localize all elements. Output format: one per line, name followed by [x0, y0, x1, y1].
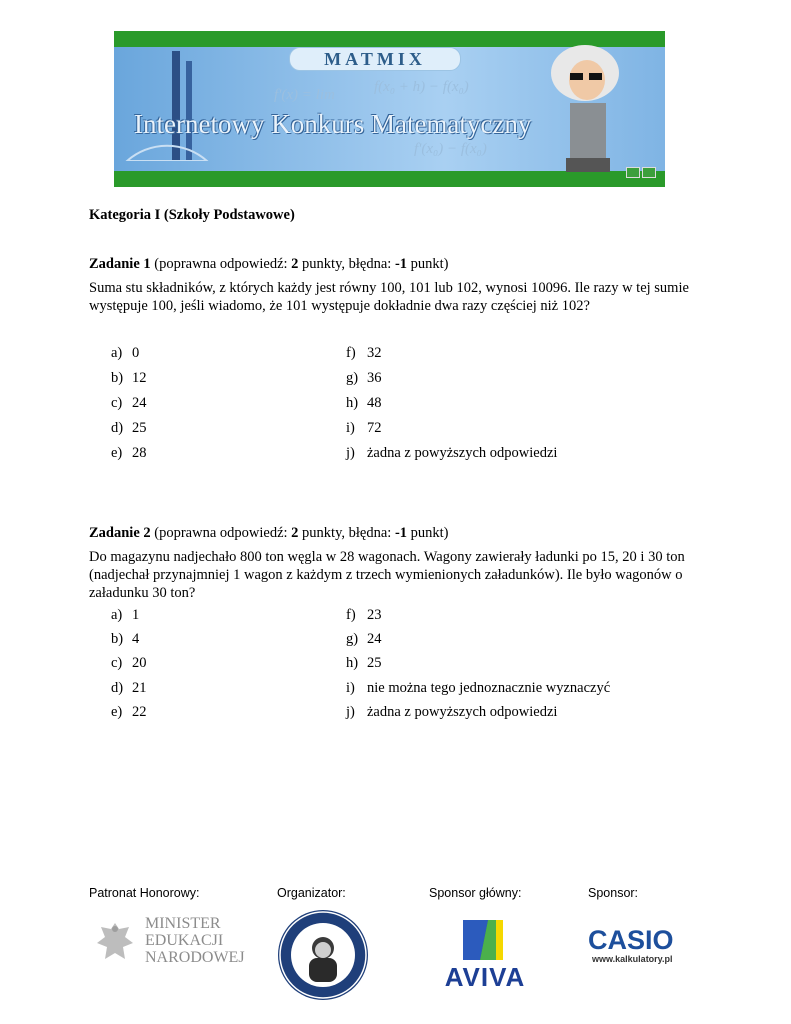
task2-option-c[interactable]: c) 20 — [111, 655, 147, 671]
task1-option-h[interactable]: h) 48 — [346, 395, 382, 411]
task2-option-b[interactable]: b) 4 — [111, 631, 140, 647]
task2-option-f[interactable]: f) 23 — [346, 607, 382, 623]
task2-label: Zadanie 2 — [89, 525, 151, 541]
task2-scoring-text: (poprawna odpowiedź: — [150, 525, 292, 541]
task1-option-b[interactable]: b) 12 — [111, 370, 147, 386]
task2-option-i[interactable]: i) nie można tego jednoznacznie wyznaczyć — [346, 680, 611, 696]
task1-question-line: Suma stu składników, z których każdy jest równy 100, 101 lub 102, wynosi 10096. Ile razy w tej sumie — [89, 280, 689, 296]
professor-mascot-graphic — [540, 35, 635, 175]
task1-option-c[interactable]: c) 24 — [111, 395, 147, 411]
task1-option-e[interactable]: e) 28 — [111, 445, 147, 461]
task1-scoring-text: punkt) — [407, 256, 449, 272]
casio-logo — [588, 926, 698, 966]
aviva-emblem-icon — [436, 918, 534, 962]
patron-label: Patronat Honorowy: — [89, 886, 200, 900]
banner-title: Internetowy Konkurs Matematyczny — [134, 109, 532, 139]
task2-option-a[interactable]: a) 1 — [111, 607, 140, 623]
casio-url: www.kalkulatory.pl — [592, 954, 673, 964]
task1-question-line: występuje 100, jeśli wiadomo, że 101 występuje dokładnie dwa razy częściej niż 102? — [89, 298, 590, 314]
task2-option-j[interactable]: j) żadna z powyższych odpowiedzi — [346, 704, 558, 720]
task2-points-correct: 2 — [291, 525, 299, 541]
task1-points-wrong: -1 — [394, 256, 408, 272]
minister-logo — [95, 915, 255, 975]
main-sponsor-label: Sponsor główny: — [429, 886, 522, 900]
task1-option-i[interactable]: i) 72 — [346, 420, 382, 436]
sponsor-label: Sponsor: — [588, 886, 639, 900]
school-seal-logo — [276, 908, 370, 1002]
task1-scoring-text: punkty, błędna: — [298, 256, 395, 272]
task1-option-j[interactable]: j) żadna z powyższych odpowiedzi — [346, 445, 558, 461]
task2-option-g[interactable]: g) 24 — [346, 631, 382, 647]
task2-points-wrong: -1 — [394, 525, 408, 541]
task2-question-line: Do magazynu nadjechało 800 ton węgla w 28 wagonach. Wagony zawierały ładunki po 15, 20 i 30 ton — [89, 549, 685, 565]
task2-header — [89, 524, 449, 542]
task1-label: Zadanie 1 — [89, 256, 151, 272]
category-heading: Kategoria I (Szkoły Podstawowe) — [89, 207, 295, 223]
task1-scoring-text: (poprawna odpowiedź: — [150, 256, 292, 272]
minister-line: MINISTER — [145, 915, 221, 932]
task2-option-d[interactable]: d) 21 — [111, 680, 147, 696]
minister-line: NARODOWEJ — [145, 949, 245, 966]
task1-option-f[interactable]: f) 32 — [346, 345, 382, 361]
task1-option-a[interactable]: a) 0 — [111, 345, 140, 361]
task2-question-line: załadunku 30 ton? — [89, 585, 196, 601]
task2-scoring-text: punkt) — [407, 525, 449, 541]
task1-option-d[interactable]: d) 25 — [111, 420, 147, 436]
eagle-emblem-icon — [95, 919, 135, 967]
task2-scoring-text: punkty, błędna: — [298, 525, 395, 541]
aviva-logo — [436, 918, 534, 990]
banner-formula: f'(x₀) − f(x₀) — [414, 141, 487, 157]
task2-option-h[interactable]: h) 25 — [346, 655, 382, 671]
organizer-label: Organizator: — [277, 886, 346, 900]
task2-question-line: (nadjechał przynajmniej 1 wagon z każdym z trzech wymienionych załadunków). Ile było wagonów o — [89, 567, 683, 583]
matmix-logo: MATMIX — [289, 47, 461, 71]
banner-mail-icon[interactable] — [626, 167, 640, 178]
task1-option-g[interactable]: g) 36 — [346, 370, 382, 386]
banner-home-icon[interactable] — [642, 167, 656, 178]
aviva-wordmark: AVIVA — [444, 962, 526, 992]
task1-header — [89, 255, 449, 273]
casio-wordmark: CASIO — [588, 925, 674, 955]
ruler-compass-graphic — [122, 51, 212, 161]
task1-points-correct: 2 — [291, 256, 299, 272]
banner-formula: f(x₀ + h) − f(x₀) — [374, 79, 469, 95]
banner-formula: f'(x) = lim — [274, 87, 335, 103]
task2-option-e[interactable]: e) 22 — [111, 704, 147, 720]
minister-line: EDUKACJI — [145, 932, 224, 949]
header-banner — [114, 31, 665, 187]
